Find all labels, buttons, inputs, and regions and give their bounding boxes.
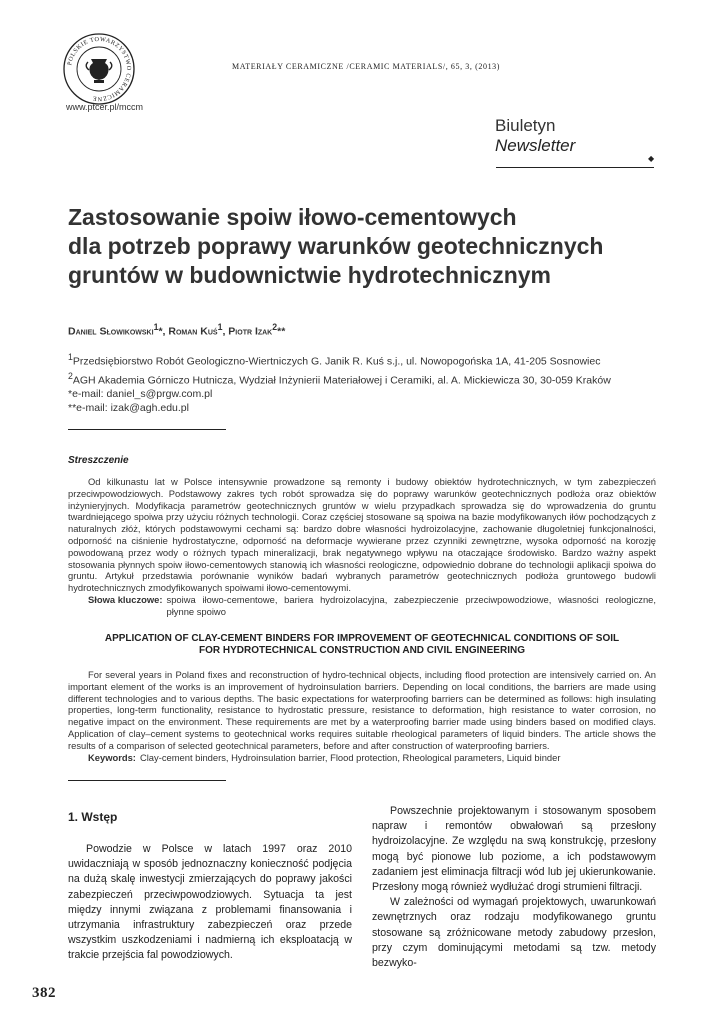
separator-rule <box>68 429 226 430</box>
keywords-row <box>68 594 656 618</box>
author-name: Roman Kuś <box>168 325 218 338</box>
abstract-text: For several years in Poland fixes and reconstruction of hydro-technical objects, including flood protection are intensively carried on. An important element of the works is an improvement of hydroinsulation barriers. Depending on local conditions, the barriers are made using different technologies and to various depths. The basic expectations for waterproofing barriers can be determined as follows: high insulating properties, long-term functionality, resistance to hydrostatic pressure, resistance to deformation, high resistance to water corrosion, no negative impact on the environment. These requirements are met by a waterproofing barrier made using binders based on modified clays. Application of clay–cement systems to geotechnical works requires suitable rheological parameters of liquid binders. The article shows the results of a comparison of selected geotechnical parameters, before and after construction of waterproofing barriers. <box>68 669 656 751</box>
author-list: Daniel Słowikowski$^1$*, Roman Kuś$^1$, Piotr Izak$^2$** <box>68 322 286 338</box>
keywords-label: Keywords: <box>88 751 136 763</box>
abstract-en <box>68 669 656 763</box>
title-line: Zastosowanie spoiw iłowo-cementowych <box>68 204 517 230</box>
affil-sup: 2 <box>68 370 73 381</box>
society-logo <box>62 32 136 106</box>
email-line[interactable]: *e-mail: daniel_s@prgw.com.pl <box>68 388 213 400</box>
affiliations <box>68 350 668 415</box>
separator-rule <box>68 780 226 781</box>
author-name: Daniel Słowikowski <box>68 325 154 338</box>
section-label-newsletter: Newsletter <box>495 136 576 155</box>
newsletter-rule <box>496 167 654 168</box>
affil-sup: 1 <box>68 352 73 362</box>
affiliation-line <box>68 369 668 388</box>
english-title-line: FOR HYDROTECHNICAL CONSTRUCTION AND CIVIL ENGINEERING <box>199 644 525 656</box>
author-mark: * <box>158 325 163 338</box>
affil-text: Przedsiębiorstwo Robót Geologiczno-Wiertniczych G. Janik R. Kuś s.j., ul. Nowopogońska 1A, 41-205 Sosnowiec <box>72 355 601 368</box>
affiliation-line <box>68 350 668 369</box>
affil-text: AGH Akademia Górniczo Hutnicza, Wydział Inżynierii Materiałowej i Ceramiki, al. A. Mickiewicza 30, 30-059 Kraków <box>72 374 611 386</box>
keywords-text: Clay-cement binders, Hydroinsulation barrier, Flood protection, Rheological parameters, Liquid binder <box>139 751 561 763</box>
article-title <box>68 203 668 290</box>
title-line: dla potrzeb poprawy warunków geotechnicznych <box>68 233 604 259</box>
author-mark: ** <box>277 325 286 338</box>
diamond-icon: ◆ <box>648 154 655 163</box>
keywords-label: Słowa kluczowe: <box>88 593 163 605</box>
title-line: gruntów w budownictwie hydrotechnicznym <box>68 262 552 288</box>
journal-header: MATERIAŁY CERAMICZNE /CERAMIC MATERIALS/, 65, 3, (2013) <box>232 62 501 71</box>
author-affil-sup: 1 <box>153 322 159 332</box>
english-title <box>68 633 656 656</box>
abstract-label: Streszczenie <box>68 455 129 466</box>
author-affil-sup: 1 <box>217 322 223 332</box>
english-title-line: APPLICATION OF CLAY-CEMENT BINDERS FOR IMPROVEMENT OF GEOTECHNICAL CONDITIONS OF SOIL <box>104 633 620 644</box>
abstract-pl <box>68 476 656 618</box>
keywords-text: spoiwa iłowo-cementowe, bariera hydroizolacyjna, zabezpieczenie przeciwpowodziowe, własności reologiczne, płynne spoiwo <box>166 593 656 617</box>
author-affil-sup: 2 <box>272 322 278 332</box>
abstract-text: Od kilkunastu lat w Polsce intensywnie prowadzone są remonty i budowy obiektów hydrotechnicznych, w tym zabezpieczeń przeciwpowodziowych. Podstawowy zakres tych robót sprowadza się do poprawy warunków geotechnicznych podłoża oraz obiektów inżynieryjnych. Modyfikacja parametrów geotechnicznych gruntów w wielu przypadkach sprowadza się do wprowadzenia do gruntu twardniejącego spoiwa przy użyciu różnych technologii. Coraz częściej stosowane są spoiwa na bazie modyfikowanych iłów pochodzących z naturalnych złóż, których podstawowymi cechami są: bardzo dobre własności hydroizolacyjne, zachowanie długoletniej funkcjonalności, odporność na ciśnienie hydrostatyczne, odporność na deformacje wywierane przez czynniki zewnętrzne, wysoka odporność na korozję powodowaną przez wody o różnych typach mineralizacji, brak negatywnego wpływu na otaczające środowisko. Bardzo ważny aspekt stosowania płynnych spoiw iłowo-cementowych stanowią ich własności reologiczne, odpowiednio dobrane do technologii aplikacji spoiwa do gruntu. Artykuł przedstawia porównanie wyników badań wybranych parametrów geotechnicznych podłoża gruntowego budowli hydrotechnicznych zmodyfikowanych spoiwami iłowo-cementowymi. <box>68 476 656 594</box>
body-paragraph: Powodzie w Polsce w latach 1997 oraz 2010 uwidaczniają w sposób jednoznaczny konieczność podjęcia na dużą skalę inwestycji zmierzających do poprawy jakości zabezpieczeń przeciwpowodziowych. Sytuacja ta jest między innymi związana z problemami finansowania i utrzymania infrastruktury zabezpieczeń oraz przede wszystkim uszkodzeniami i nadmierną ich eksploatacją w trakcie przejścia fal powodziowych. <box>68 843 352 962</box>
body-column-right <box>372 804 656 971</box>
logo-url[interactable]: www.ptcer.pl/mccm <box>66 102 144 112</box>
section-heading: 1. Wstęp <box>68 810 118 824</box>
body-column-left <box>68 842 352 964</box>
page-number: 382 <box>32 985 56 1001</box>
author-name: Piotr Izak <box>228 325 273 338</box>
section-label-biuletyn: Biuletyn <box>495 116 556 135</box>
vase-icon <box>86 59 112 83</box>
keywords-row <box>68 752 656 764</box>
logo-ring-text: POLSKIE TOWARZYSTWO CERAMICZNE <box>66 35 133 103</box>
body-paragraph: Powszechnie projektowanym i stosowanym sposobem napraw i remontów obwałowań są przesłony hydroizolacyjne. Ze względu na swą konstrukcję, przesłony mogą być pionowe lub poziome, a ich podstawowym zadaniem jest eliminacja filtracji wód lub jej ukierunkowanie. Przesłony mogą również wydłużać drogi strumieni filtracji. <box>372 805 656 894</box>
body-paragraph: W zależności od wymagań projektowych, uwarunkowań zewnętrznych oraz rodzaju modyfikowanego gruntu stosowane są zróżnicowane metody zabudowy przesłon, przy czym dominującymi metodami są tzw. metody bezwyko- <box>372 896 656 970</box>
email-line[interactable]: **e-mail: izak@agh.edu.pl <box>68 402 189 414</box>
